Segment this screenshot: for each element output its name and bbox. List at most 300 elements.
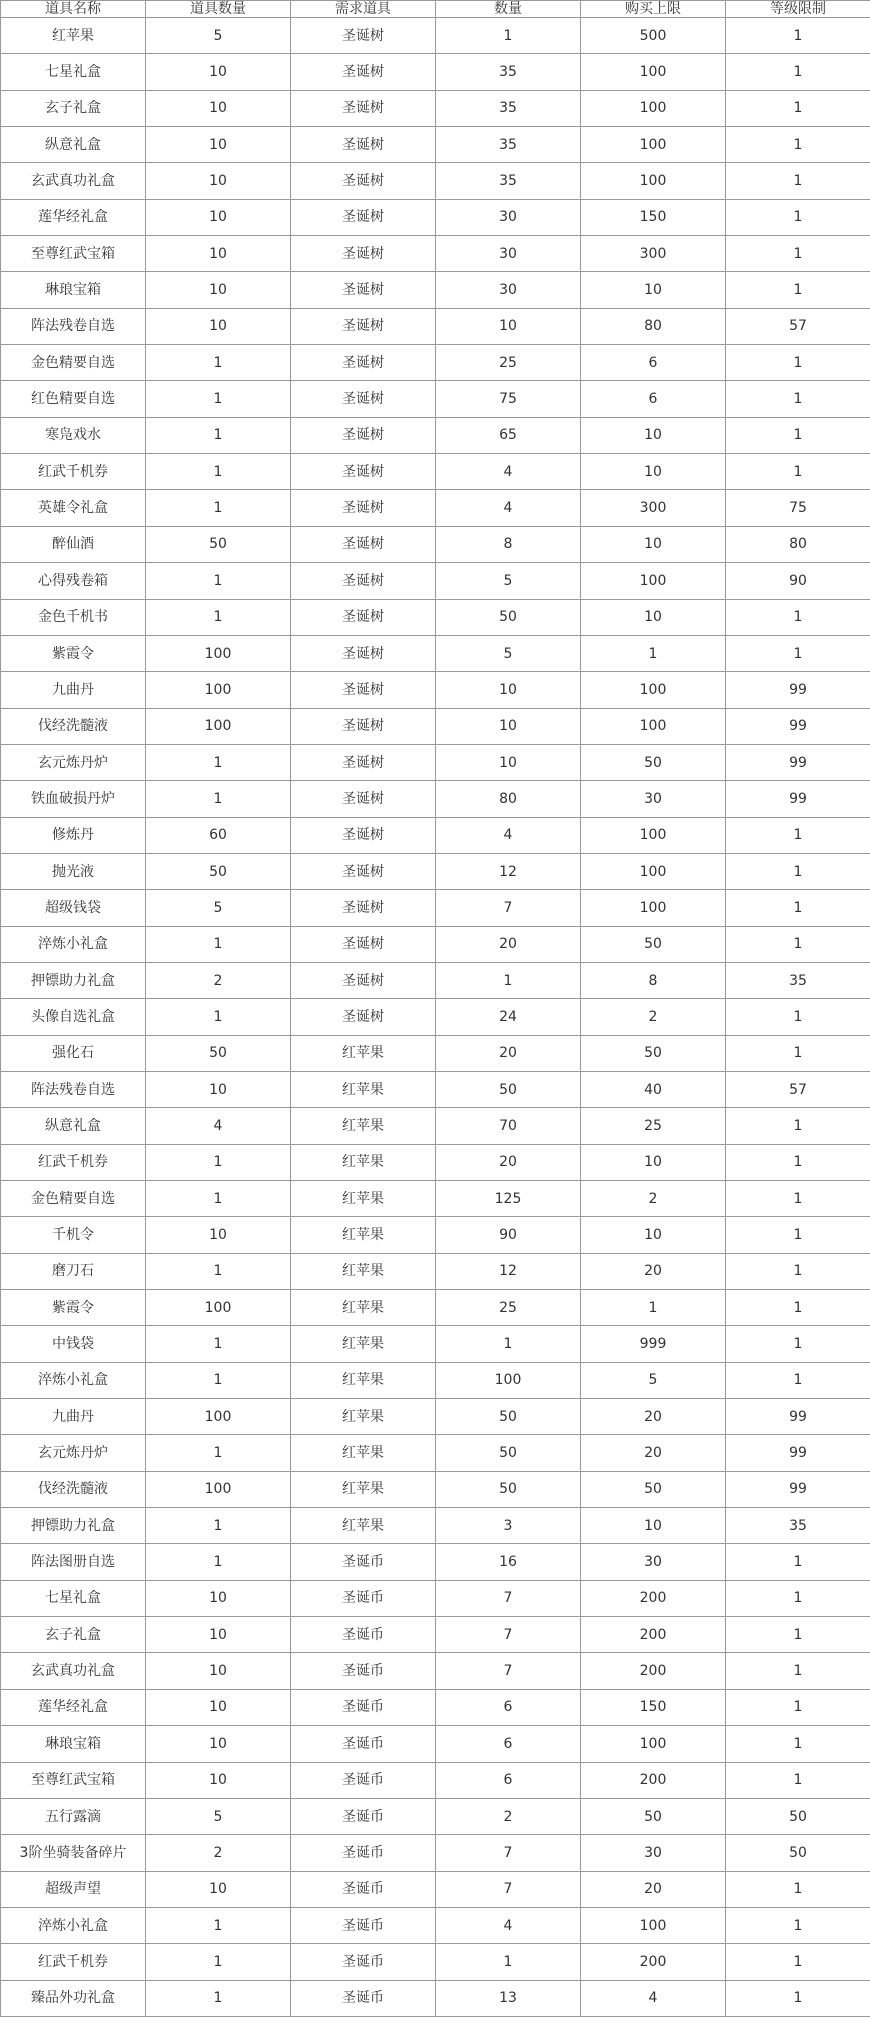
item-quantity-cell: 10	[146, 308, 291, 344]
column-header: 需求道具	[291, 1, 436, 18]
item-quantity-cell: 1	[146, 454, 291, 490]
required-item-cell: 红苹果	[291, 1471, 436, 1507]
table-row	[1, 308, 870, 344]
cost-cell: 35	[436, 90, 581, 126]
purchase-limit-cell: 10	[581, 599, 726, 635]
level-limit-cell: 1	[726, 454, 870, 490]
required-item-cell: 红苹果	[291, 1290, 436, 1326]
purchase-limit-cell: 6	[581, 345, 726, 381]
purchase-limit-cell: 100	[581, 1907, 726, 1943]
required-item-cell: 红苹果	[291, 1108, 436, 1144]
cost-cell: 12	[436, 853, 581, 889]
required-item-cell: 圣诞树	[291, 199, 436, 235]
table-row	[1, 127, 870, 163]
column-header: 道具名称	[1, 1, 146, 18]
item-name-cell: 红色精要自选	[1, 381, 146, 417]
required-item-cell: 圣诞树	[291, 635, 436, 671]
level-limit-cell: 1	[726, 1362, 870, 1398]
item-quantity-cell: 1	[146, 563, 291, 599]
table-row	[1, 962, 870, 998]
purchase-limit-cell: 4	[581, 1980, 726, 2016]
level-limit-cell: 1	[726, 54, 870, 90]
item-name-cell: 淬炼小礼盒	[1, 1907, 146, 1943]
required-item-cell: 圣诞树	[291, 345, 436, 381]
item-quantity-cell: 10	[146, 127, 291, 163]
item-name-cell: 玄武真功礼盒	[1, 163, 146, 199]
cost-cell: 35	[436, 127, 581, 163]
item-quantity-cell: 1	[146, 1362, 291, 1398]
table-header-row	[1, 1, 870, 18]
required-item-cell: 圣诞币	[291, 1580, 436, 1616]
cost-cell: 12	[436, 1253, 581, 1289]
level-limit-cell: 57	[726, 1071, 870, 1107]
cost-cell: 10	[436, 308, 581, 344]
item-quantity-cell: 10	[146, 236, 291, 272]
purchase-limit-cell: 10	[581, 417, 726, 453]
table-row	[1, 526, 870, 562]
cost-cell: 30	[436, 199, 581, 235]
item-quantity-cell: 10	[146, 1871, 291, 1907]
item-quantity-cell: 1	[146, 599, 291, 635]
item-quantity-cell: 5	[146, 18, 291, 54]
table-row	[1, 1835, 870, 1871]
item-quantity-cell: 60	[146, 817, 291, 853]
level-limit-cell: 99	[726, 744, 870, 780]
cost-cell: 65	[436, 417, 581, 453]
purchase-limit-cell: 30	[581, 1544, 726, 1580]
required-item-cell: 圣诞树	[291, 999, 436, 1035]
table-row	[1, 926, 870, 962]
item-quantity-cell: 10	[146, 1726, 291, 1762]
item-name-cell: 红武千机券	[1, 454, 146, 490]
item-name-cell: 红武千机券	[1, 1144, 146, 1180]
column-header: 等级限制	[726, 1, 870, 18]
level-limit-cell: 99	[726, 1471, 870, 1507]
item-name-cell: 超级钱袋	[1, 890, 146, 926]
level-limit-cell: 1	[726, 90, 870, 126]
cost-cell: 4	[436, 817, 581, 853]
required-item-cell: 圣诞树	[291, 18, 436, 54]
purchase-limit-cell: 100	[581, 1726, 726, 1762]
level-limit-cell: 1	[726, 1217, 870, 1253]
table-row	[1, 417, 870, 453]
table-row	[1, 1907, 870, 1943]
item-name-cell: 抛光液	[1, 853, 146, 889]
purchase-limit-cell: 100	[581, 563, 726, 599]
purchase-limit-cell: 200	[581, 1762, 726, 1798]
purchase-limit-cell: 10	[581, 272, 726, 308]
required-item-cell: 圣诞币	[291, 1762, 436, 1798]
item-name-cell: 九曲丹	[1, 672, 146, 708]
level-limit-cell: 1	[726, 381, 870, 417]
level-limit-cell: 1	[726, 272, 870, 308]
purchase-limit-cell: 20	[581, 1253, 726, 1289]
table-row	[1, 1435, 870, 1471]
purchase-limit-cell: 100	[581, 853, 726, 889]
required-item-cell: 红苹果	[291, 1071, 436, 1107]
item-quantity-cell: 1	[146, 345, 291, 381]
table-row	[1, 599, 870, 635]
item-name-cell: 玄子礼盒	[1, 1617, 146, 1653]
item-quantity-cell: 1	[146, 999, 291, 1035]
table-row	[1, 853, 870, 889]
required-item-cell: 圣诞树	[291, 417, 436, 453]
item-name-cell: 醉仙酒	[1, 526, 146, 562]
table-row	[1, 1617, 870, 1653]
item-quantity-cell: 100	[146, 1290, 291, 1326]
item-name-cell: 纵意礼盒	[1, 1108, 146, 1144]
purchase-limit-cell: 50	[581, 744, 726, 780]
cost-cell: 24	[436, 999, 581, 1035]
cost-cell: 5	[436, 635, 581, 671]
cost-cell: 50	[436, 599, 581, 635]
cost-cell: 4	[436, 490, 581, 526]
required-item-cell: 圣诞树	[291, 599, 436, 635]
cost-cell: 20	[436, 1144, 581, 1180]
cost-cell: 7	[436, 1653, 581, 1689]
cost-cell: 7	[436, 1580, 581, 1616]
table-row	[1, 54, 870, 90]
level-limit-cell: 1	[726, 599, 870, 635]
level-limit-cell: 1	[726, 926, 870, 962]
table-row	[1, 1944, 870, 1980]
purchase-limit-cell: 2	[581, 999, 726, 1035]
item-name-cell: 修炼丹	[1, 817, 146, 853]
level-limit-cell: 1	[726, 1108, 870, 1144]
purchase-limit-cell: 50	[581, 1798, 726, 1834]
cost-cell: 20	[436, 1035, 581, 1071]
cost-cell: 100	[436, 1362, 581, 1398]
level-limit-cell: 1	[726, 817, 870, 853]
level-limit-cell: 35	[726, 962, 870, 998]
level-limit-cell: 90	[726, 563, 870, 599]
required-item-cell: 红苹果	[291, 1435, 436, 1471]
item-name-cell: 淬炼小礼盒	[1, 1362, 146, 1398]
item-name-cell: 头像自选礼盒	[1, 999, 146, 1035]
purchase-limit-cell: 50	[581, 1035, 726, 1071]
table-row	[1, 381, 870, 417]
item-quantity-cell: 10	[146, 199, 291, 235]
required-item-cell: 圣诞树	[291, 127, 436, 163]
item-quantity-cell: 100	[146, 635, 291, 671]
purchase-limit-cell: 20	[581, 1435, 726, 1471]
level-limit-cell: 50	[726, 1835, 870, 1871]
cost-cell: 7	[436, 1835, 581, 1871]
cost-cell: 70	[436, 1108, 581, 1144]
purchase-limit-cell: 500	[581, 18, 726, 54]
item-name-cell: 伐经洗髓液	[1, 708, 146, 744]
item-quantity-cell: 1	[146, 1181, 291, 1217]
level-limit-cell: 99	[726, 708, 870, 744]
required-item-cell: 圣诞币	[291, 1907, 436, 1943]
purchase-limit-cell: 100	[581, 163, 726, 199]
purchase-limit-cell: 80	[581, 308, 726, 344]
item-name-cell: 五行露滴	[1, 1798, 146, 1834]
item-name-cell: 红苹果	[1, 18, 146, 54]
purchase-limit-cell: 100	[581, 817, 726, 853]
item-quantity-cell: 1	[146, 1326, 291, 1362]
item-name-cell: 至尊红武宝箱	[1, 1762, 146, 1798]
required-item-cell: 红苹果	[291, 1253, 436, 1289]
item-name-cell: 玄武真功礼盒	[1, 1653, 146, 1689]
column-header: 道具数量	[146, 1, 291, 18]
item-quantity-cell: 1	[146, 1907, 291, 1943]
table-row	[1, 345, 870, 381]
table-row	[1, 1653, 870, 1689]
column-header: 数量	[436, 1, 581, 18]
item-quantity-cell: 50	[146, 526, 291, 562]
item-quantity-cell: 1	[146, 1944, 291, 1980]
item-name-cell: 莲华经礼盒	[1, 199, 146, 235]
level-limit-cell: 1	[726, 1181, 870, 1217]
purchase-limit-cell: 200	[581, 1617, 726, 1653]
item-name-cell: 莲华经礼盒	[1, 1689, 146, 1725]
level-limit-cell: 99	[726, 1399, 870, 1435]
required-item-cell: 红苹果	[291, 1508, 436, 1544]
cost-cell: 30	[436, 272, 581, 308]
table-row	[1, 1399, 870, 1435]
purchase-limit-cell: 150	[581, 199, 726, 235]
table-row	[1, 1726, 870, 1762]
table-row	[1, 1326, 870, 1362]
purchase-limit-cell: 10	[581, 526, 726, 562]
column-header: 购买上限	[581, 1, 726, 18]
table-row	[1, 1762, 870, 1798]
item-name-cell: 阵法图册自选	[1, 1544, 146, 1580]
required-item-cell: 圣诞树	[291, 853, 436, 889]
item-quantity-cell: 1	[146, 1508, 291, 1544]
item-name-cell: 金色精要自选	[1, 1181, 146, 1217]
purchase-limit-cell: 200	[581, 1944, 726, 1980]
level-limit-cell: 99	[726, 781, 870, 817]
cost-cell: 16	[436, 1544, 581, 1580]
required-item-cell: 红苹果	[291, 1144, 436, 1180]
required-item-cell: 圣诞币	[291, 1653, 436, 1689]
item-name-cell: 淬炼小礼盒	[1, 926, 146, 962]
level-limit-cell: 1	[726, 1944, 870, 1980]
item-name-cell: 3阶坐骑装备碎片	[1, 1835, 146, 1871]
item-name-cell: 伐经洗髓液	[1, 1471, 146, 1507]
cost-cell: 8	[436, 526, 581, 562]
table-row	[1, 1144, 870, 1180]
required-item-cell: 圣诞树	[291, 308, 436, 344]
purchase-limit-cell: 300	[581, 236, 726, 272]
item-quantity-cell: 10	[146, 54, 291, 90]
required-item-cell: 圣诞币	[291, 1798, 436, 1834]
cost-cell: 7	[436, 890, 581, 926]
level-limit-cell: 1	[726, 236, 870, 272]
item-quantity-cell: 5	[146, 890, 291, 926]
level-limit-cell: 99	[726, 1435, 870, 1471]
purchase-limit-cell: 50	[581, 1471, 726, 1507]
purchase-limit-cell: 999	[581, 1326, 726, 1362]
table-row	[1, 1217, 870, 1253]
required-item-cell: 圣诞币	[291, 1980, 436, 2016]
required-item-cell: 圣诞树	[291, 272, 436, 308]
item-name-cell: 铁血破损丹炉	[1, 781, 146, 817]
item-name-cell: 心得残卷箱	[1, 563, 146, 599]
item-name-cell: 纵意礼盒	[1, 127, 146, 163]
table-row	[1, 635, 870, 671]
purchase-limit-cell: 200	[581, 1580, 726, 1616]
purchase-limit-cell: 1	[581, 635, 726, 671]
required-item-cell: 圣诞树	[291, 926, 436, 962]
item-quantity-cell: 1	[146, 926, 291, 962]
purchase-limit-cell: 10	[581, 1144, 726, 1180]
item-name-cell: 押镖助力礼盒	[1, 962, 146, 998]
cost-cell: 1	[436, 962, 581, 998]
purchase-limit-cell: 100	[581, 708, 726, 744]
purchase-limit-cell: 100	[581, 54, 726, 90]
cost-cell: 1	[436, 18, 581, 54]
table-row	[1, 1471, 870, 1507]
item-quantity-cell: 10	[146, 1071, 291, 1107]
item-quantity-cell: 1	[146, 744, 291, 780]
item-quantity-cell: 10	[146, 1762, 291, 1798]
purchase-limit-cell: 50	[581, 926, 726, 962]
item-name-cell: 紫霞令	[1, 1290, 146, 1326]
item-quantity-cell: 1	[146, 417, 291, 453]
table-row	[1, 708, 870, 744]
item-name-cell: 千机令	[1, 1217, 146, 1253]
purchase-limit-cell: 8	[581, 962, 726, 998]
table-row	[1, 199, 870, 235]
cost-cell: 10	[436, 708, 581, 744]
required-item-cell: 圣诞树	[291, 744, 436, 780]
cost-cell: 50	[436, 1071, 581, 1107]
table-row	[1, 1544, 870, 1580]
item-quantity-cell: 10	[146, 1580, 291, 1616]
purchase-limit-cell: 10	[581, 1217, 726, 1253]
level-limit-cell: 1	[726, 1653, 870, 1689]
level-limit-cell: 1	[726, 1689, 870, 1725]
item-quantity-cell: 10	[146, 1217, 291, 1253]
required-item-cell: 圣诞币	[291, 1835, 436, 1871]
required-item-cell: 红苹果	[291, 1035, 436, 1071]
table-row	[1, 1181, 870, 1217]
cost-cell: 7	[436, 1871, 581, 1907]
table-row	[1, 1689, 870, 1725]
cost-cell: 30	[436, 236, 581, 272]
level-limit-cell: 1	[726, 635, 870, 671]
required-item-cell: 圣诞币	[291, 1544, 436, 1580]
required-item-cell: 圣诞币	[291, 1617, 436, 1653]
item-name-cell: 阵法残卷自选	[1, 308, 146, 344]
table-row	[1, 817, 870, 853]
table-row	[1, 272, 870, 308]
item-name-cell: 七星礼盒	[1, 1580, 146, 1616]
level-limit-cell: 1	[726, 417, 870, 453]
cost-cell: 10	[436, 672, 581, 708]
level-limit-cell: 1	[726, 127, 870, 163]
item-name-cell: 琳琅宝箱	[1, 272, 146, 308]
cost-cell: 5	[436, 563, 581, 599]
purchase-limit-cell: 5	[581, 1362, 726, 1398]
level-limit-cell: 1	[726, 1907, 870, 1943]
purchase-limit-cell: 30	[581, 781, 726, 817]
item-name-cell: 红武千机券	[1, 1944, 146, 1980]
item-quantity-cell: 1	[146, 1144, 291, 1180]
level-limit-cell: 1	[726, 1290, 870, 1326]
required-item-cell: 红苹果	[291, 1181, 436, 1217]
required-item-cell: 圣诞树	[291, 890, 436, 926]
cost-cell: 35	[436, 54, 581, 90]
level-limit-cell: 1	[726, 1544, 870, 1580]
required-item-cell: 圣诞树	[291, 163, 436, 199]
purchase-limit-cell: 100	[581, 672, 726, 708]
level-limit-cell: 1	[726, 1253, 870, 1289]
required-item-cell: 圣诞树	[291, 381, 436, 417]
required-item-cell: 圣诞树	[291, 526, 436, 562]
required-item-cell: 圣诞币	[291, 1689, 436, 1725]
required-item-cell: 圣诞树	[291, 54, 436, 90]
cost-cell: 80	[436, 781, 581, 817]
item-name-cell: 金色精要自选	[1, 345, 146, 381]
cost-cell: 7	[436, 1617, 581, 1653]
item-name-cell: 七星礼盒	[1, 54, 146, 90]
item-quantity-cell: 10	[146, 1653, 291, 1689]
required-item-cell: 圣诞币	[291, 1871, 436, 1907]
required-item-cell: 圣诞树	[291, 454, 436, 490]
cost-cell: 2	[436, 1798, 581, 1834]
item-quantity-cell: 2	[146, 1835, 291, 1871]
item-name-cell: 中钱袋	[1, 1326, 146, 1362]
required-item-cell: 圣诞树	[291, 962, 436, 998]
item-quantity-cell: 50	[146, 853, 291, 889]
table-row	[1, 890, 870, 926]
level-limit-cell: 1	[726, 1871, 870, 1907]
cost-cell: 90	[436, 1217, 581, 1253]
cost-cell: 20	[436, 926, 581, 962]
item-name-cell: 强化石	[1, 1035, 146, 1071]
level-limit-cell: 1	[726, 18, 870, 54]
item-name-cell: 臻品外功礼盒	[1, 1980, 146, 2016]
purchase-limit-cell: 2	[581, 1181, 726, 1217]
purchase-limit-cell: 10	[581, 1508, 726, 1544]
item-quantity-cell: 10	[146, 1689, 291, 1725]
cost-cell: 1	[436, 1944, 581, 1980]
purchase-limit-cell: 300	[581, 490, 726, 526]
cost-cell: 10	[436, 744, 581, 780]
item-quantity-cell: 4	[146, 1108, 291, 1144]
table-row	[1, 163, 870, 199]
purchase-limit-cell: 20	[581, 1399, 726, 1435]
item-name-cell: 超级声望	[1, 1871, 146, 1907]
item-quantity-cell: 100	[146, 672, 291, 708]
item-name-cell: 阵法残卷自选	[1, 1071, 146, 1107]
level-limit-cell: 1	[726, 345, 870, 381]
cost-cell: 6	[436, 1726, 581, 1762]
required-item-cell: 圣诞树	[291, 781, 436, 817]
table-row	[1, 90, 870, 126]
table-row	[1, 1290, 870, 1326]
cost-cell: 1	[436, 1326, 581, 1362]
item-quantity-cell: 1	[146, 1435, 291, 1471]
level-limit-cell: 1	[726, 199, 870, 235]
purchase-limit-cell: 100	[581, 890, 726, 926]
purchase-limit-cell: 100	[581, 90, 726, 126]
item-name-cell: 玄子礼盒	[1, 90, 146, 126]
level-limit-cell: 1	[726, 1617, 870, 1653]
table-row	[1, 1035, 870, 1071]
cost-cell: 50	[436, 1471, 581, 1507]
required-item-cell: 红苹果	[291, 1217, 436, 1253]
cost-cell: 6	[436, 1762, 581, 1798]
item-name-cell: 玄元炼丹炉	[1, 744, 146, 780]
required-item-cell: 圣诞树	[291, 563, 436, 599]
cost-cell: 25	[436, 345, 581, 381]
item-name-cell: 琳琅宝箱	[1, 1726, 146, 1762]
